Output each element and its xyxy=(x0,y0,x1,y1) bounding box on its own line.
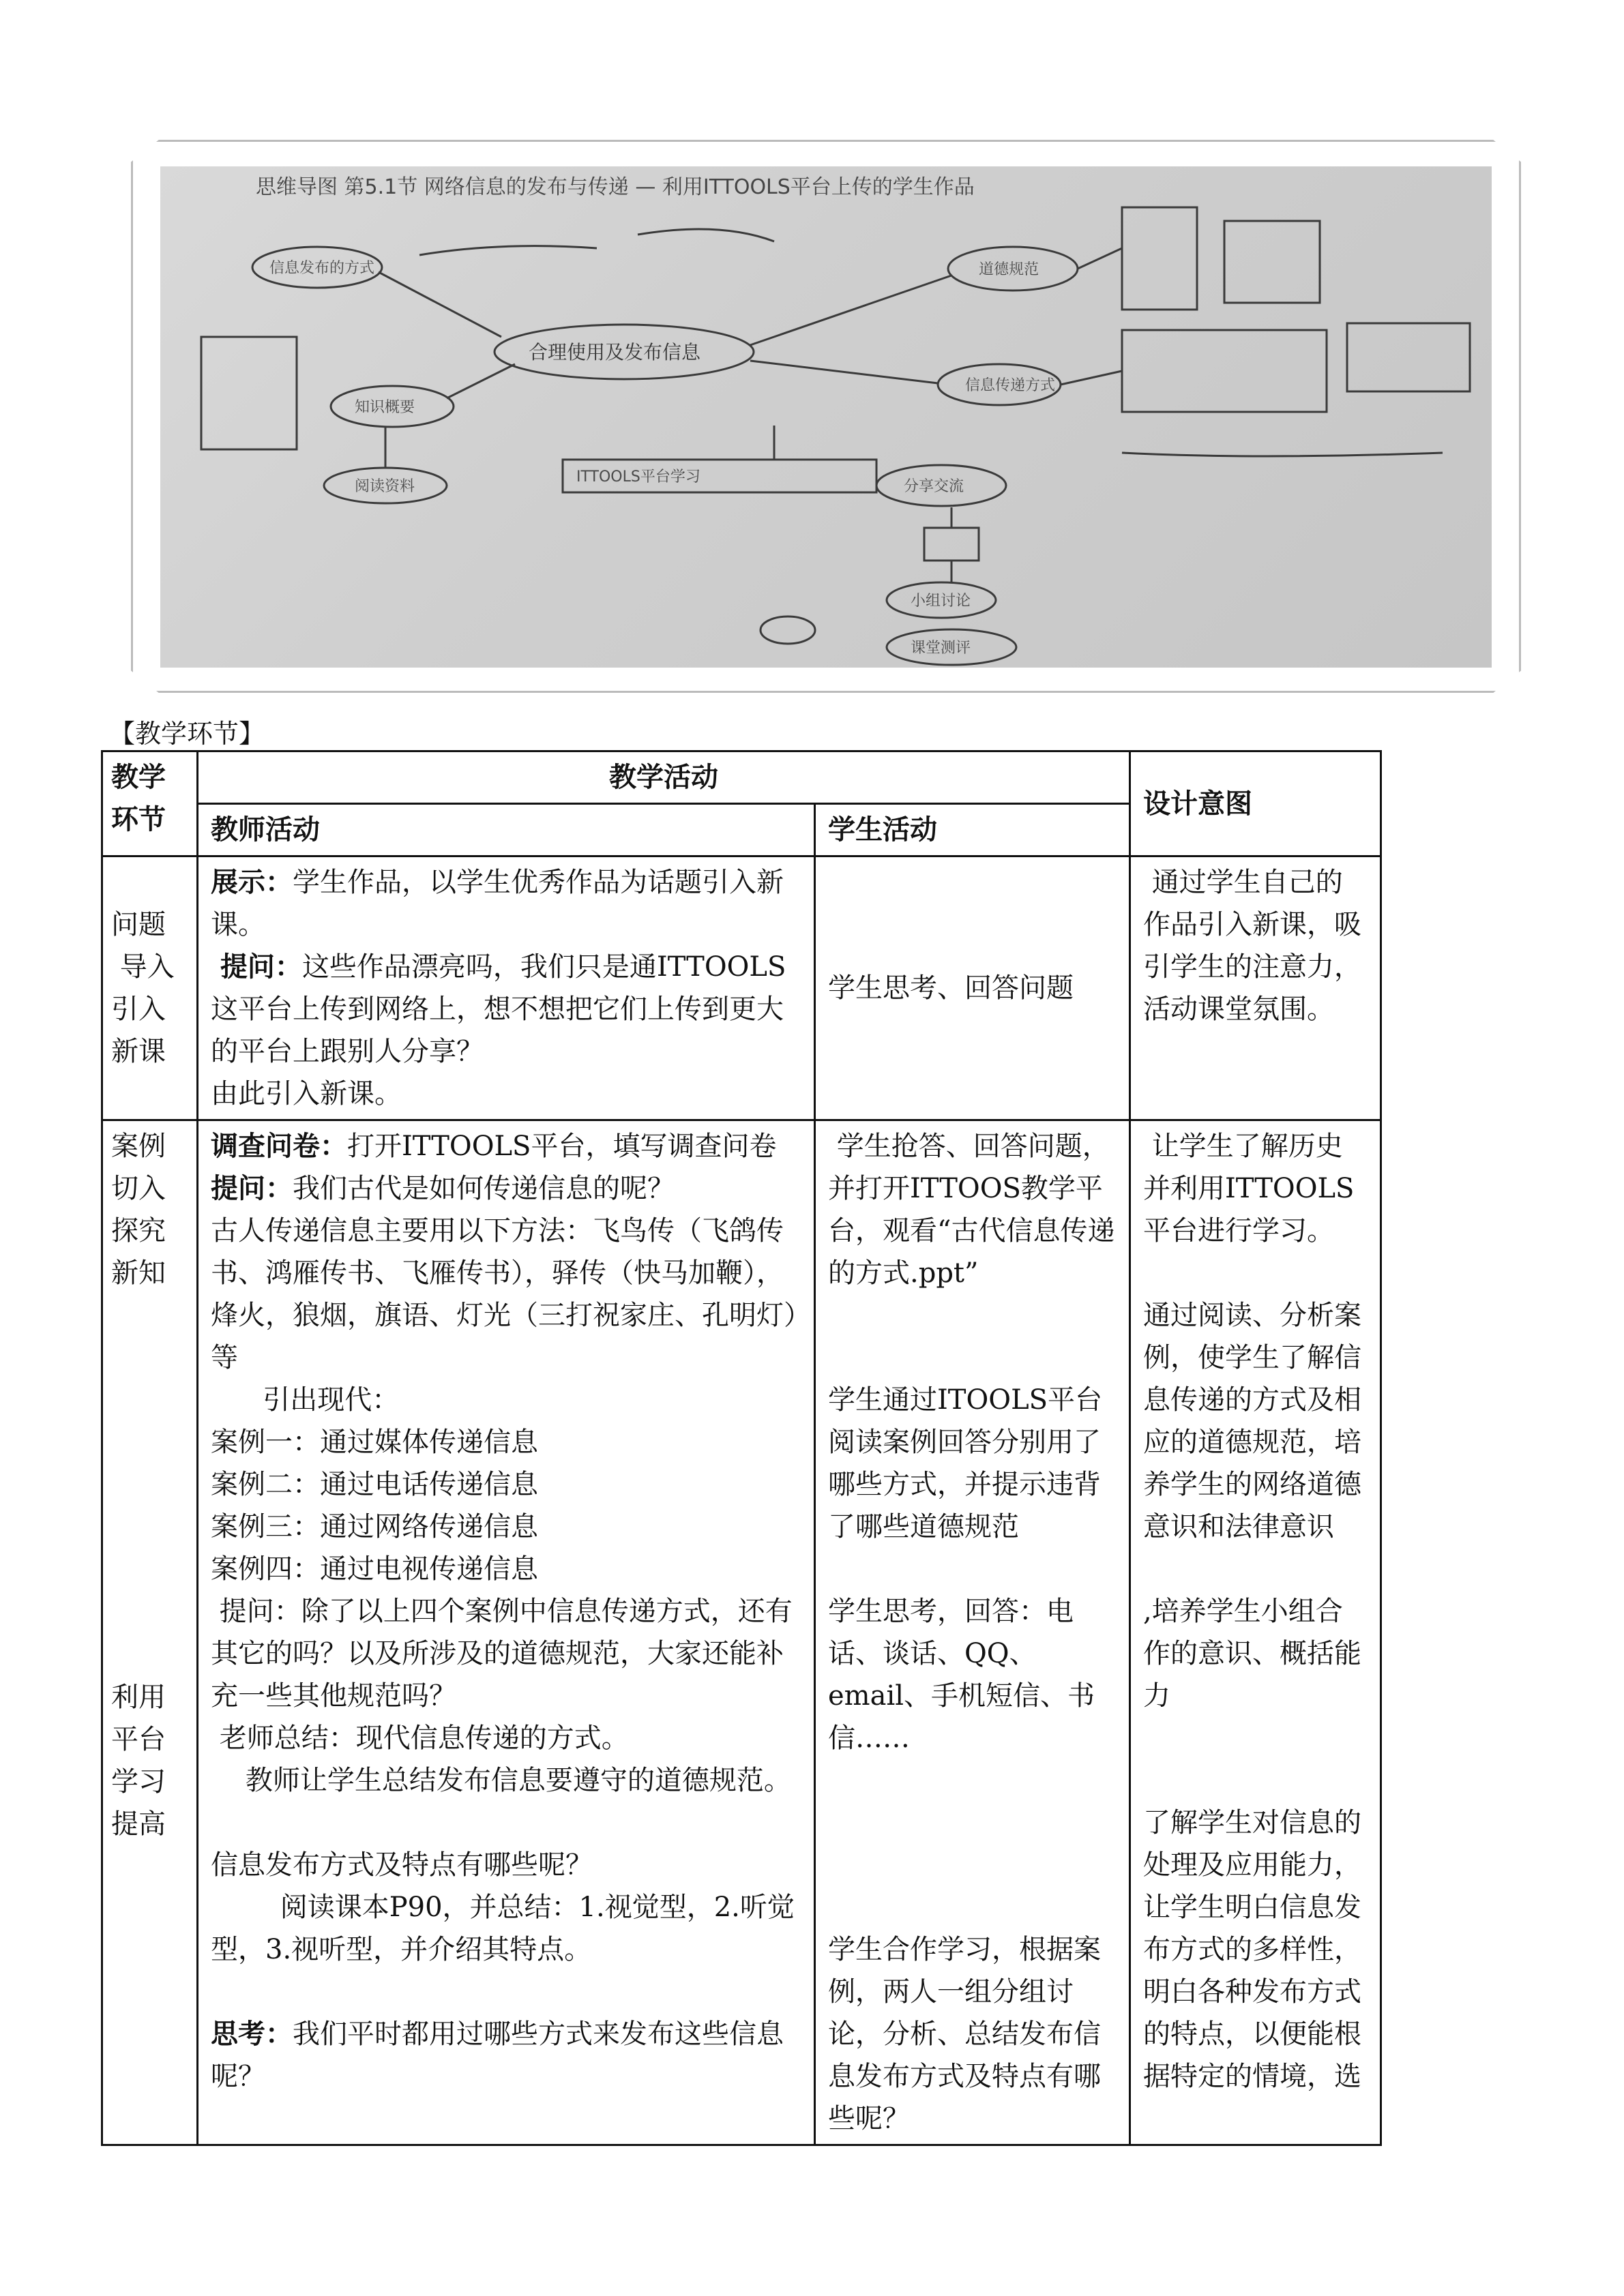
student-paragraph: 学生抢答、回答问题，并打开ITTOOS教学平台，观看“古代信息传递的方式.ppt” xyxy=(828,1131,1115,1289)
teacher-text: 这些作品漂亮吗，我们只是通ITTOOLS这平台上传到网络上，想不想把它们上传到更大的平台上跟别人分享？ xyxy=(211,951,786,1067)
teacher-paragraph: 提问：除了以上四个案例中信息传递方式，还有其它的吗？以及所涉及的道德规范，大家还能补充一些其他规范吗？ xyxy=(211,1596,793,1712)
node-2: 知识概要 xyxy=(355,399,415,416)
intent-paragraph xyxy=(1143,1548,1368,1590)
student-cell-cases xyxy=(815,1120,1130,2145)
student-paragraph: 学生思考，回答：电话、谈话、QQ、email、手机短信、书信…… xyxy=(828,1596,1095,1754)
teacher-paragraph xyxy=(211,946,801,1073)
teacher-paragraph xyxy=(211,1073,801,1115)
stage-line: 平台 xyxy=(111,1724,166,1755)
node-1: 信息发布的方式 xyxy=(269,260,375,277)
stage-line: 新课 xyxy=(111,1036,166,1067)
student-paragraph xyxy=(828,1294,1117,1337)
student-paragraph xyxy=(828,1886,1117,1928)
mind-map-photo xyxy=(160,166,1492,668)
intent-paragraph xyxy=(1143,1759,1368,1802)
teacher-paragraph: 案例一：通过媒体传递信息 xyxy=(211,1427,538,1458)
student-paragraph xyxy=(828,1802,1117,1844)
stage-line: 引入 xyxy=(111,994,166,1025)
stage-line: 切入 xyxy=(111,1173,166,1204)
intent-paragraph: 让学生了解历史并利用ITTOOLS平台进行学习。 xyxy=(1143,1131,1355,1247)
node-6: 阅读资料 xyxy=(355,478,415,495)
intent-paragraph xyxy=(1143,1717,1368,1759)
student-paragraph xyxy=(828,1337,1117,1379)
teacher-text: 学生作品，以学生优秀作品为话题引入新课。 xyxy=(211,867,784,940)
teacher-label: 调查问卷： xyxy=(211,1130,347,1162)
student-paragraph: 学生合作学习，根据案例，两人一组分组讨论，分析、总结发布信息发布方式及特点有哪些呢？ xyxy=(828,1934,1101,2134)
node-5: ITTOOLS平台学习 xyxy=(576,468,700,486)
teacher-label: 思考： xyxy=(211,2018,293,2050)
teacher-paragraph: 案例三：通过网络传递信息 xyxy=(211,1511,538,1542)
teacher-paragraph: 阅读课本P90，并总结：1.视觉型，2.听觉型，3.视听型，并介绍其特点。 xyxy=(211,1892,795,1965)
stage-line: 新知 xyxy=(111,1257,166,1289)
stage-cell-intro xyxy=(102,856,198,1120)
stage-cell-cases xyxy=(102,1120,198,2145)
intent-cell-intro xyxy=(1130,856,1381,1120)
stage-line: 提高 xyxy=(111,1808,166,1840)
stage-spacer xyxy=(111,1294,188,1676)
node-4: 信息传递方式 xyxy=(965,377,1056,394)
stage-line: 利用 xyxy=(111,1682,166,1713)
teacher-paragraph xyxy=(211,1125,801,1167)
intent-paragraph xyxy=(1143,1252,1368,1294)
student-text: 学生思考、回答问题 xyxy=(828,972,1074,1004)
student-cell-intro xyxy=(815,856,1130,1120)
student-paragraph: 学生通过ITOOLS平台阅读案例回答分别用了哪些方式，并提示违背了哪些道德规范 xyxy=(828,1384,1103,1542)
teacher-paragraph: 引出现代： xyxy=(211,1384,400,1416)
table-header-row-1 xyxy=(102,751,1381,804)
teacher-text: 由此引入新课。 xyxy=(211,1078,402,1109)
node-8: 课堂测评 xyxy=(911,640,971,657)
teacher-paragraph: 案例四：通过电视传递信息 xyxy=(211,1553,538,1585)
header-teacher: 教师活动 xyxy=(198,804,815,856)
teacher-label: 展示： xyxy=(211,866,293,898)
teacher-paragraph: 老师总结：现代信息传递的方式。 xyxy=(211,1723,629,1754)
teacher-paragraph: 案例二：通过电话传递信息 xyxy=(211,1469,538,1500)
teacher-text: 打开ITTOOLS平台，填写调查问卷 xyxy=(347,1131,777,1162)
student-paragraph xyxy=(828,1548,1117,1590)
table-row xyxy=(102,1120,1381,2145)
teacher-paragraph: 教师让学生总结发布信息要遵守的道德规范。 xyxy=(211,1765,791,1796)
teacher-paragraph xyxy=(211,861,801,946)
teacher-label: 提问： xyxy=(211,1172,293,1204)
teacher-text: 我们古代是如何传递信息的呢？ xyxy=(293,1173,675,1204)
teacher-paragraph: 信息发布方式及特点有哪些呢？ xyxy=(211,1849,593,1881)
teacher-paragraph xyxy=(211,1167,801,1210)
teacher-paragraph xyxy=(211,1802,801,1844)
teacher-paragraph xyxy=(211,2013,801,2098)
teacher-text: 我们平时都用过哪些方式来发布这些信息呢？ xyxy=(211,2018,784,2092)
intent-text: 通过学生自己的作品引入新课，吸引学生的注意力，活动课堂氛围。 xyxy=(1143,867,1361,1025)
header-student: 学生活动 xyxy=(815,804,1130,856)
stage-line: 问题 xyxy=(111,909,166,940)
header-activity: 教学活动 xyxy=(198,751,1130,804)
teacher-paragraph xyxy=(211,1971,801,2013)
stage-line: 学习 xyxy=(111,1766,166,1798)
student-paragraph xyxy=(828,1844,1117,1886)
photo-title: 思维导图 第5.1节 网络信息的发布与传递 — 利用ITTOOLS平台上传的学生作品 xyxy=(256,175,975,199)
teacher-cell-intro xyxy=(198,856,815,1120)
header-intent: 设计意图 xyxy=(1130,751,1381,856)
mind-map-sketch xyxy=(160,166,1492,668)
table-row xyxy=(102,856,1381,1120)
teacher-cell-cases xyxy=(198,1120,815,2145)
intent-paragraph: ,培养学生小组合作的意识、概括能力 xyxy=(1143,1596,1361,1712)
stage-line: 导入 xyxy=(111,951,175,983)
intent-paragraph: 通过阅读、分析案例，使学生了解信息传递的方式及相应的道德规范，培养学生的网络道德意识和法律意识 xyxy=(1143,1300,1361,1542)
node-7: 小组讨论 xyxy=(911,593,971,610)
stage-line: 探究 xyxy=(111,1215,166,1247)
node-3: 道德规范 xyxy=(979,261,1039,278)
lesson-table xyxy=(101,750,1382,2146)
section-heading: 【教学环节】 xyxy=(109,719,265,749)
header-stage: 教学环节 xyxy=(102,751,198,856)
intent-cell-cases xyxy=(1130,1120,1381,2145)
student-paragraph xyxy=(828,1759,1117,1802)
intent-paragraph: 了解学生对信息的处理及应用能力，让学生明白信息发布方式的多样性，明白各种发布方式的特点，以便能根据特定的情境，选 xyxy=(1143,1807,1361,2092)
stage-line: 案例 xyxy=(111,1131,166,1162)
teacher-paragraph: 古人传递信息主要用以下方法：飞鸟传（飞鸽传书、鸿雁传书、飞雁传书），驿传（快马加鞭），烽火，狼烟，旗语、灯光（三打祝家庄、孔明灯）等 xyxy=(211,1215,797,1373)
teacher-label: 提问： xyxy=(211,951,302,983)
node-9: 分享交流 xyxy=(904,478,964,495)
mind-map-photo-frame xyxy=(131,140,1521,693)
central-node: 合理使用及发布信息 xyxy=(529,341,701,363)
